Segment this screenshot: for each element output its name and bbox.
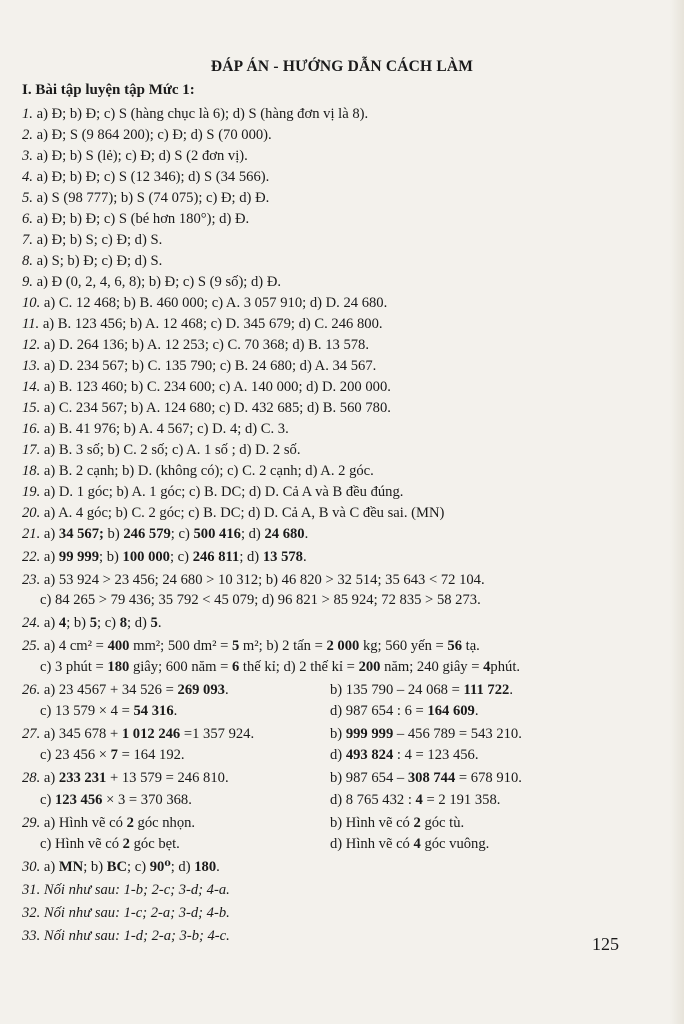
- answer-31: 31. Nối như sau: 1-b; 2-c; 3-d; 4-a.: [22, 882, 230, 898]
- answer-29a: 29. a) Hình vẽ có 2 góc nhọn.: [22, 815, 196, 831]
- answer-22: 22. a) 99 999; b) 100 000; c) 246 811; d) 13 578.: [22, 549, 307, 565]
- answer-27d: d) 493 824 : 4 = 123 456.: [330, 747, 479, 763]
- answer-number: 15.: [22, 400, 41, 416]
- answer-29d: d) Hình vẽ có 4 góc vuông.: [330, 836, 490, 852]
- answer-17: [22, 440, 301, 460]
- answer-25a: 25. a) 4 cm² = 400 mm²; 500 dm² = 5 m²; b) 2 tấn = 2 000 kg; 560 yến = 56 tạ.: [22, 638, 480, 654]
- answer-27b: b) 999 999 – 456 789 = 543 210.: [330, 726, 522, 742]
- answer-16: [22, 419, 289, 439]
- answer-32: 32. Nối như sau: 1-c; 2-a; 3-d; 4-b.: [22, 905, 230, 921]
- answer-number: 17.: [22, 442, 41, 458]
- answer-26d: d) 987 654 : 6 = 164 609.: [330, 703, 479, 719]
- answer-text: a) S; b) Đ; c) Đ; d) S.: [32, 253, 163, 269]
- answer-number: 18.: [22, 463, 41, 479]
- answer-number: 6.: [22, 211, 33, 227]
- answer-27c: c) 23 456 × 7 = 164 192.: [40, 747, 185, 763]
- answer-number: 5.: [22, 190, 33, 206]
- answer-6: [22, 209, 249, 229]
- answer-number: 9.: [22, 274, 33, 290]
- answer-text: a) Đ; b) S (lẻ); c) Đ; d) S (2 đơn vị).: [32, 148, 248, 164]
- answer-7: [22, 230, 162, 250]
- answer-29b: b) Hình vẽ có 2 góc tù.: [330, 815, 465, 831]
- answer-number: 11.: [22, 316, 40, 332]
- answer-27a: 27. a) 345 678 + 1 012 246 =1 357 924.: [22, 726, 255, 742]
- answer-20: [22, 503, 444, 523]
- answer-text: a) D. 264 136; b) A. 12 253; c) C. 70 368; d) B. 13 578.: [40, 337, 369, 353]
- answer-26a: 26. a) 23 4567 + 34 526 = 269 093.: [22, 682, 229, 698]
- answer-number: 12.: [22, 337, 41, 353]
- answer-23b: c) 84 265 > 79 436; 35 792 < 45 079; d) 96 821 > 85 924; 72 835 > 58 273.: [40, 592, 481, 608]
- answer-3: [22, 146, 248, 166]
- answer-30: 30. a) MN; b) BC; c) 90⁰; d) 180.: [22, 859, 220, 875]
- answer-2: [22, 125, 272, 145]
- answer-12: [22, 335, 369, 355]
- answer-1: [22, 104, 368, 124]
- answer-9: [22, 272, 281, 292]
- answer-28a: 28. a) 233 231 + 13 579 = 246 810.: [22, 770, 229, 786]
- answer-number: 14.: [22, 379, 41, 395]
- answer-text: a) Đ; b) Đ; c) S (hàng chục là 6); d) S (hàng đơn vị là 8).: [32, 106, 369, 122]
- answer-24: 24. a) 4; b) 5; c) 8; d) 5.: [22, 615, 162, 631]
- section-heading: I. Bài tập luyện tập Mức 1:: [22, 82, 195, 98]
- answer-26c: c) 13 579 × 4 = 54 316.: [40, 703, 178, 719]
- answer-15: [22, 398, 391, 418]
- answer-text: a) B. 2 cạnh; b) D. (không có); c) C. 2 cạnh; d) A. 2 góc.: [40, 463, 374, 479]
- answer-13: [22, 356, 376, 376]
- answer-text: a) S (98 777); b) S (74 075); c) Đ; d) Đ.: [32, 190, 270, 206]
- page-edge-shadow: [670, 0, 684, 1024]
- answer-28b: b) 987 654 – 308 744 = 678 910.: [330, 770, 522, 786]
- answer-23a: 23. a) 53 924 > 23 456; 24 680 > 10 312; b) 46 820 > 32 514; 35 643 < 72 104.: [22, 572, 485, 588]
- answer-10: [22, 293, 387, 313]
- answer-text: a) B. 123 460; b) C. 234 600; c) A. 140 000; d) D. 200 000.: [40, 379, 391, 395]
- answer-text: a) C. 234 567; b) A. 124 680; c) D. 432 685; d) B. 560 780.: [40, 400, 391, 416]
- answer-18: [22, 461, 374, 481]
- answer-number: 16.: [22, 421, 41, 437]
- answer-number: 1.: [22, 106, 33, 122]
- answer-4: [22, 167, 269, 187]
- answer-text: a) C. 12 468; b) B. 460 000; c) A. 3 057 910; d) D. 24 680.: [40, 295, 388, 311]
- answer-text: a) B. 123 456; b) A. 12 468; c) D. 345 679; d) C. 246 800.: [39, 316, 383, 332]
- answer-number: 19.: [22, 484, 41, 500]
- answer-number: 4.: [22, 169, 33, 185]
- page-title: ĐÁP ÁN - HƯỚNG DẪN CÁCH LÀM: [210, 58, 474, 75]
- answer-text: a) Đ; S (9 864 200); c) Đ; d) S (70 000).: [32, 127, 272, 143]
- answer-text: a) A. 4 góc; b) C. 2 góc; c) B. DC; d) D. Cả A, B và C đều sai. (MN): [40, 505, 445, 521]
- page-number: 125: [592, 934, 619, 954]
- answer-5: [22, 188, 269, 208]
- answer-text: a) D. 1 góc; b) A. 1 góc; c) B. DC; d) D. Cả A và B đều đúng.: [40, 484, 404, 500]
- answer-29c: c) Hình vẽ có 2 góc bẹt.: [40, 836, 180, 852]
- answer-28c: c) 123 456 × 3 = 370 368.: [40, 792, 192, 808]
- answer-text: a) Đ; b) Đ; c) S (bé hơn 180°); d) Đ.: [32, 211, 250, 227]
- answer-text: a) B. 3 số; b) C. 2 số; c) A. 1 số ; d) D. 2 số.: [40, 442, 301, 458]
- answer-number: 10.: [22, 295, 41, 311]
- answer-14: [22, 377, 391, 397]
- answer-33: 33. Nối như sau: 1-d; 2-a; 3-b; 4-c.: [22, 928, 230, 944]
- answer-28d: d) 8 765 432 : 4 = 2 191 358.: [330, 792, 501, 808]
- answer-number: 8.: [22, 253, 33, 269]
- answer-number: 20.: [22, 505, 41, 521]
- answer-number: 3.: [22, 148, 33, 164]
- answer-text: a) B. 41 976; b) A. 4 567; c) D. 4; d) C. 3.: [40, 421, 289, 437]
- answer-25b: c) 3 phút = 180 giây; 600 năm = 6 thế kỉ; d) 2 thế kỉ = 200 năm; 240 giây = 4phút.: [40, 659, 521, 675]
- answer-text: a) D. 234 567; b) C. 135 790; c) B. 24 680; d) A. 34 567.: [40, 358, 377, 374]
- answer-text: a) Đ; b) S; c) Đ; d) S.: [32, 232, 163, 248]
- answer-26b: b) 135 790 – 24 068 = 111 722.: [330, 682, 513, 698]
- answer-19: [22, 482, 403, 502]
- answer-number: 7.: [22, 232, 33, 248]
- answer-text: a) Đ; b) Đ; c) S (12 346); d) S (34 566).: [32, 169, 270, 185]
- answer-text: a) Đ (0, 2, 4, 6, 8); b) Đ; c) S (9 số); d) Đ.: [32, 274, 282, 290]
- answer-21: 21. a) 34 567; b) 246 579; c) 500 416; d) 24 680.: [22, 526, 309, 542]
- answer-11: [22, 314, 383, 334]
- answer-number: 2.: [22, 127, 33, 143]
- answer-8: [22, 251, 162, 271]
- answer-number: 13.: [22, 358, 41, 374]
